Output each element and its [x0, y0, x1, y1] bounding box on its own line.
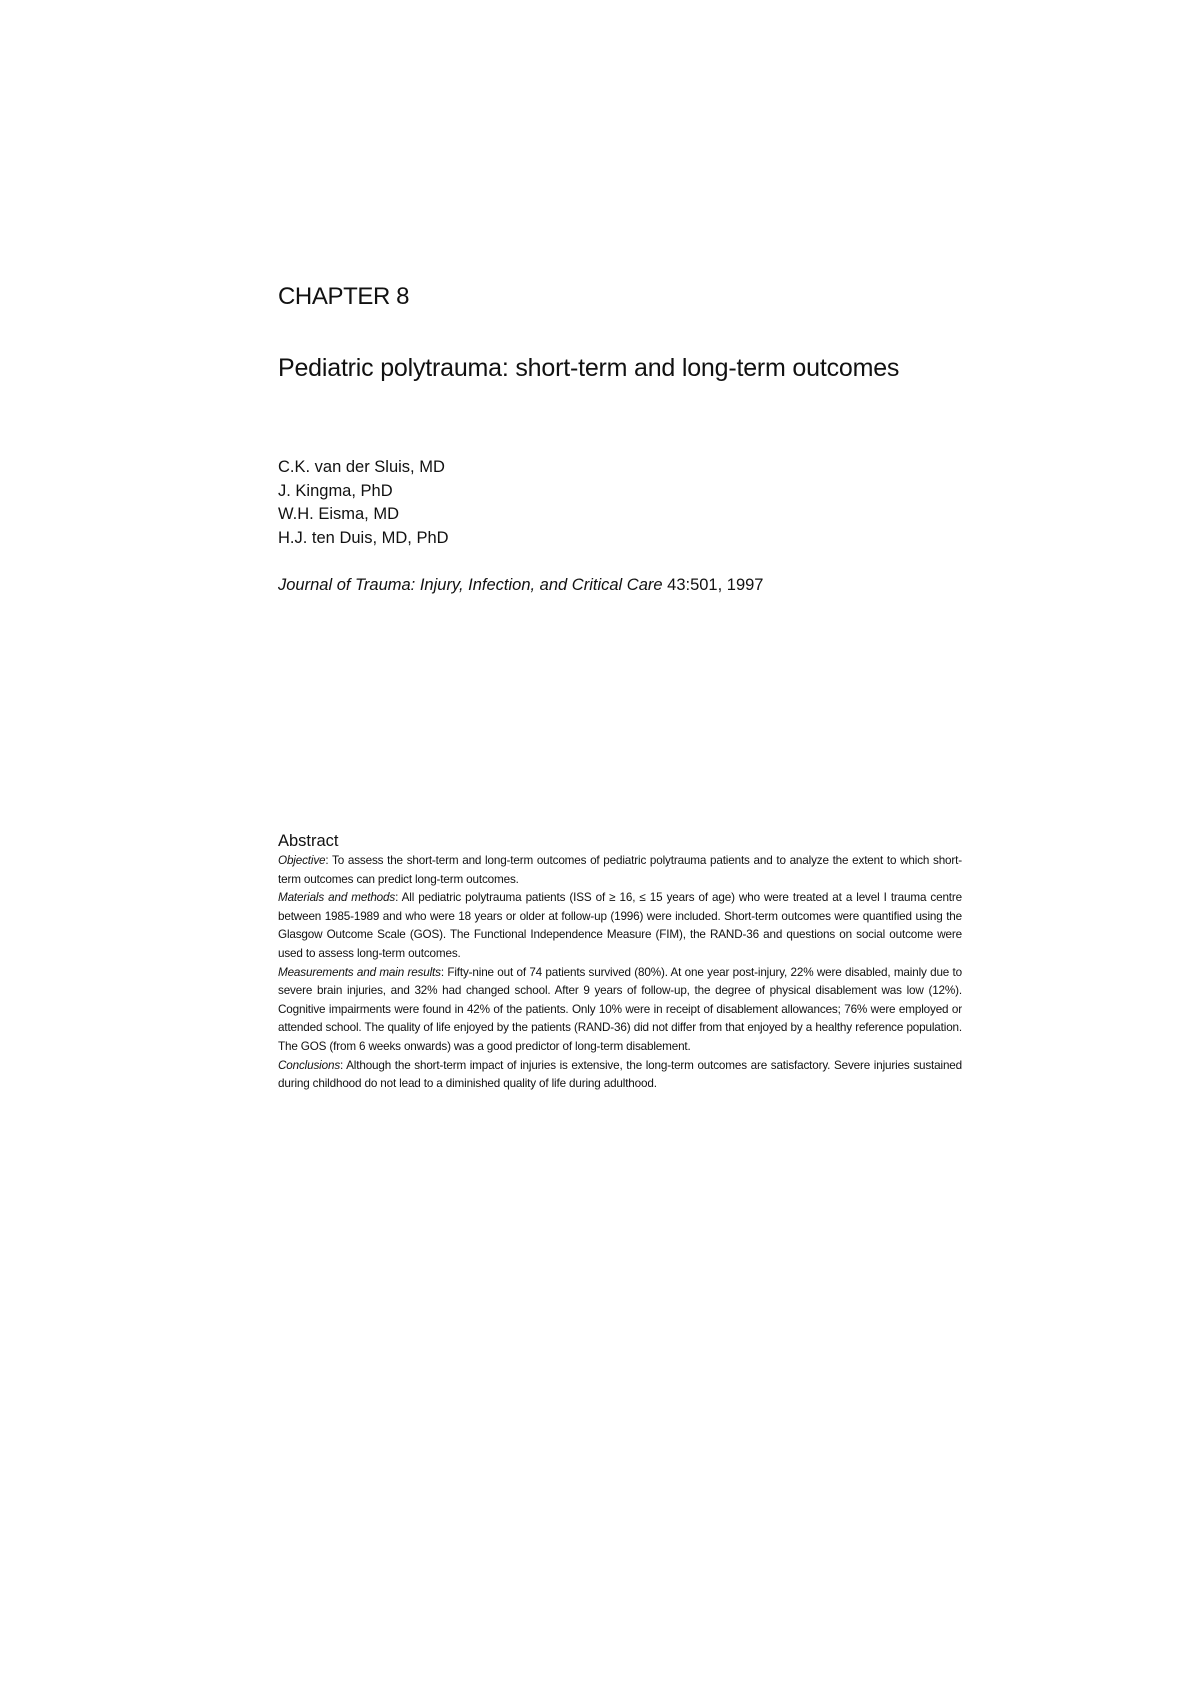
abstract-text: : Fifty-nine out of 74 patients survived (80%). At one year post-injury, 22% were disabled, mainly due to severe brain injuries, and 32% had changed school. After 9 years of follow-up, the degree of physical disablement was low (12%). Cognitive impairments were found in 42% of the patients. Only 10% were in receipt of disablement allowances; 76% were employed or attended school. The quality of life enjoyed by the patients (RAND-36) did not differ from that enjoyed by a healthy reference population. The GOS (from 6 weeks onwards) was a good predictor of long-term disablement.: [278, 965, 962, 1053]
abstract-text: : To assess the short-term and long-term outcomes of pediatric polytrauma patients and to analyze the extent to which short-term outcomes can predict long-term outcomes.: [278, 854, 962, 886]
abstract-text: : All pediatric polytrauma patients (ISS of ≥ 16, ≤ 15 years of age) who were treated at a level I trauma centre between 1985-1989 and who were 18 years or older at follow-up (1996) were included. Short-term outcomes were quantified using the Glasgow Outcome Scale (GOS). The Functional Independence Measure (FIM), the RAND-36 and questions on social outcome were used to assess long-term outcomes.: [278, 891, 962, 960]
citation-details: 43:501, 1997: [662, 576, 764, 594]
abstract-paragraph-results: [278, 964, 962, 1057]
abstract-paragraph-objective: [278, 852, 962, 889]
abstract-label: Conclusions: [278, 1058, 341, 1072]
abstract-paragraph-methods: [278, 889, 962, 963]
author: J. Kingma, PhD: [278, 481, 393, 500]
abstract-text: : Although the short-term impact of injuries is extensive, the long-term outcomes are satisfactory. Severe injuries sustained during childhood do not lead to a diminished quality of life during adulthood.: [278, 1058, 962, 1091]
abstract-body: [278, 852, 962, 1094]
abstract-label: Measurements and main results: [278, 965, 441, 979]
abstract-section: [278, 830, 962, 1094]
author: W.H. Eisma, MD: [278, 505, 400, 523]
abstract-paragraph-conclusions: [278, 1057, 962, 1094]
abstract-heading: Abstract: [278, 832, 339, 850]
chapter-title: Pediatric polytrauma: short-term and long-term outcomes: [278, 354, 900, 382]
chapter-label: CHAPTER 8: [278, 283, 410, 310]
citation: [278, 574, 764, 597]
abstract-label: Materials and methods: [278, 891, 396, 905]
author: H.J. ten Duis, MD, PhD: [278, 528, 449, 547]
abstract-label: Objective: [278, 854, 326, 867]
author-list: [278, 456, 449, 550]
author: C.K. van der Sluis, MD: [278, 458, 445, 476]
journal-name: Journal of Trauma: Injury, Infection, and Critical Care: [278, 576, 663, 594]
